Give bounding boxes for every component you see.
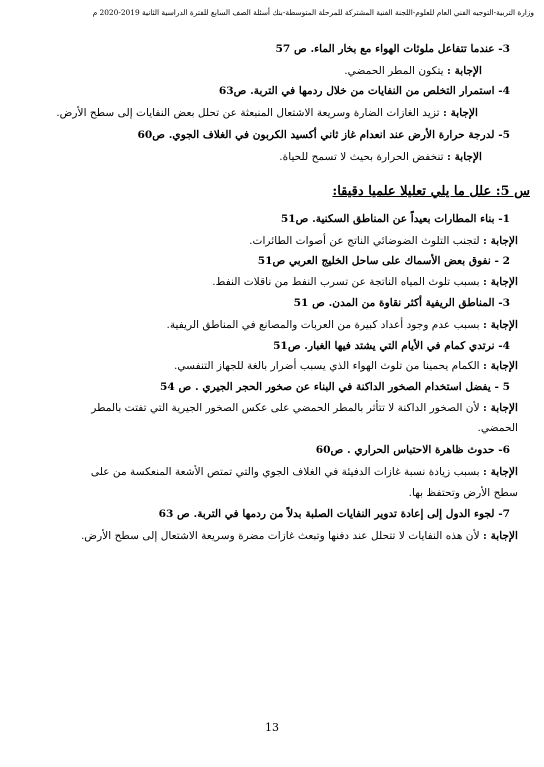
answer-line	[14, 318, 518, 332]
question-line: 2 - نفوق بعض الأسماك على ساحل الخليج العربي ص51	[257, 255, 510, 267]
answer-text: بسبب زيادة نسبة غازات الدفيئة في الغلاف الجوي والتي تمتص الأشعة المنعكسة من على	[90, 466, 480, 478]
answer-line	[14, 234, 518, 248]
answer-text: تزيد الغازات الضارة وسريعة الاشتعال المنبعثة عن تحلل بعض النفايات إلى سطح الأرض.	[56, 107, 440, 119]
answer-text: تنخفض الحرارة بحيث لا تسمح للحياة.	[279, 151, 444, 163]
page-number: 13	[265, 721, 279, 734]
question-line: 3- عندما تتفاعل ملوثات الهواء مع بخار الماء. ص 57	[275, 43, 510, 55]
answer-label: الإجابة :	[443, 107, 478, 119]
section-heading	[14, 184, 530, 200]
answer-label: الإجابة :	[483, 402, 518, 414]
page-header: وزارة التربية-التوجيه الفني العام للعلوم-اللجنة الفنية المشتركة للمرحلة المتوسطة-بنك أسئلة الصف السابع للفترة الدراسية الثانية 2019-2020 م	[92, 8, 534, 17]
question-line: 5 - يفضل استخدام الصخور الداكنة في البناء عن صخور الحجر الجيري . ص 54	[160, 381, 510, 393]
question-line: 4- نرتدي كمام في الأيام التي يشتد فيها الغبار. ص51	[273, 340, 510, 352]
answer-label: الإجابة :	[483, 466, 518, 478]
answer-text: بسبب عدم وجود أعداد كبيرة من العربات والمصانع في المناطق الريفية.	[166, 319, 480, 331]
answer-text: لأن هذه النفايات لا تتحلل عند دفنها وتبعث غازات مضرة وسريعة الاشتعال إلى سطح الأرض.	[80, 530, 480, 542]
question-line: 6- حدوث ظاهرة الاحتباس الحراري . ص60	[315, 444, 510, 456]
answer-text: يتكون المطر الحمضي.	[344, 65, 444, 77]
question-line: 4- استمرار التخلص من النفايات من خلال ردمها في التربة. ص63	[218, 85, 510, 97]
answer-line	[14, 150, 482, 164]
answer-label: الإجابة :	[447, 65, 482, 77]
answer-text: لأن الصخور الداكنة لا تتأثر بالمطر الحمضي على عكس الصخور الجيرية التي تفتت بالمطر	[91, 402, 480, 414]
answer-line	[14, 401, 518, 415]
answer-continuation: الحمضي.	[477, 422, 518, 434]
answer-line	[14, 106, 478, 120]
question-line: 5- لدرجة حرارة الأرض عند انعدام غاز ثاني أكسيد الكربون في الغلاف الجوي. ص60	[137, 129, 510, 141]
answer-label: الإجابة :	[447, 151, 482, 163]
answer-label: الإجابة :	[483, 276, 518, 288]
answer-line	[14, 529, 518, 543]
answer-line	[14, 465, 518, 479]
answer-label: الإجابة :	[483, 530, 518, 542]
question-line: 1- بناء المطارات بعيداً عن المناطق السكنية. ص51	[280, 213, 510, 225]
answer-label: الإجابة :	[483, 235, 518, 247]
answer-label: الإجابة :	[483, 360, 518, 372]
answer-line	[14, 275, 518, 289]
answer-line	[14, 64, 482, 78]
answer-continuation: سطح الأرض وتحتفظ بها.	[408, 487, 518, 499]
answer-text: الكمام يحمينا من تلوث الهواء الذي يسبب أضرار بالغة للجهاز التنفسي.	[173, 360, 480, 372]
answer-text: بسبب تلوث المياه الناتجة عن تسرب النفط من ناقلات النفط.	[212, 276, 480, 288]
question-line: 3- المناطق الريفية أكثر نقاوة من المدن. ص 51	[293, 297, 510, 309]
question-line: 7- لجوء الدول إلى إعادة تدوير النفايات الصلبة بدلاً من ردمها في التربة. ص 63	[158, 508, 510, 520]
section-heading-text: س 5: علل ما يلي تعليلا علميا دقيقا:	[332, 184, 530, 199]
answer-line	[14, 359, 518, 373]
answer-text: لتجنب التلوث الضوضائي الناتج عن أصوات الطائرات.	[249, 235, 480, 247]
answer-label: الإجابة :	[483, 319, 518, 331]
